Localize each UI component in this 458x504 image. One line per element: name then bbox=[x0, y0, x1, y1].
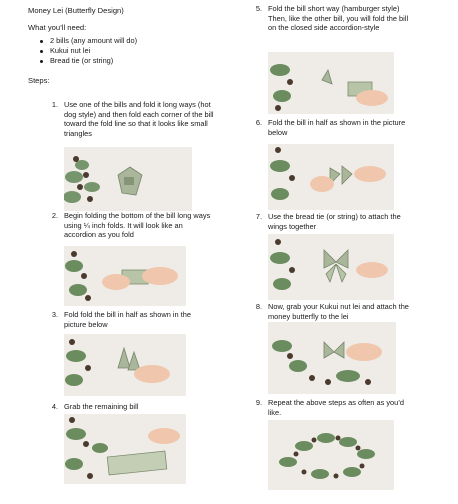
needs-item: Kukui nut lei bbox=[40, 46, 228, 56]
needs-heading: What you’ll need: bbox=[28, 23, 87, 32]
needs-list bbox=[28, 36, 228, 66]
step-number: 7. bbox=[255, 212, 262, 221]
step-6-photo bbox=[268, 144, 394, 210]
step-text: Fold the bill in half as shown in the picture below bbox=[268, 118, 406, 137]
step-text: Repeat the above steps as often as you’d like. bbox=[268, 398, 404, 417]
step-number: 9. bbox=[255, 398, 262, 407]
step-text: Fold fold the bill in half as shown in the picture below bbox=[64, 310, 191, 329]
needs-item: 2 bills (any amount will do) bbox=[40, 36, 228, 46]
step-number: 1. bbox=[51, 100, 58, 109]
step-text: Fold the bill short way (hamburger style) Then, like the other bill, you will fold the bill on the closed side accordion-style bbox=[268, 4, 409, 33]
step-1-photo bbox=[64, 147, 192, 211]
step-number: 2. bbox=[51, 211, 58, 220]
step-8-photo bbox=[268, 322, 396, 394]
step-3-photo bbox=[64, 334, 186, 396]
step-5-photo bbox=[268, 52, 394, 114]
step-number: 4. bbox=[51, 402, 58, 411]
step-number: 5. bbox=[255, 4, 262, 13]
step-7-photo bbox=[268, 234, 394, 300]
step-2-photo bbox=[64, 246, 186, 306]
step-number: 3. bbox=[51, 310, 58, 319]
steps-heading: Steps: bbox=[28, 76, 50, 85]
step-text: Begin folding the bottom of the bill long ways using ¼ inch folds. It will look like an accordion as you fold bbox=[64, 211, 211, 240]
step-number: 6. bbox=[255, 118, 262, 127]
step-4-photo bbox=[64, 414, 186, 484]
document-title: Money Lei (Butterfly Design) bbox=[28, 6, 124, 15]
step-text: Now, grab your Kukui nut lei and attach the money butterfly to the lei bbox=[268, 302, 409, 321]
step-text: Use one of the bills and fold it long ways (hot dog style) and then fold each corner of the bill toward the fold line so that it looks like small triangles bbox=[64, 100, 214, 138]
left-column bbox=[28, 6, 228, 91]
step-9-photo bbox=[268, 420, 394, 490]
needs-item: Bread tie (or string) bbox=[40, 56, 228, 66]
step-number: 8. bbox=[255, 302, 262, 311]
step-text: Grab the remaining bill bbox=[64, 402, 139, 411]
step-text: Use the bread tie (or string) to attach the wings together bbox=[268, 212, 401, 231]
